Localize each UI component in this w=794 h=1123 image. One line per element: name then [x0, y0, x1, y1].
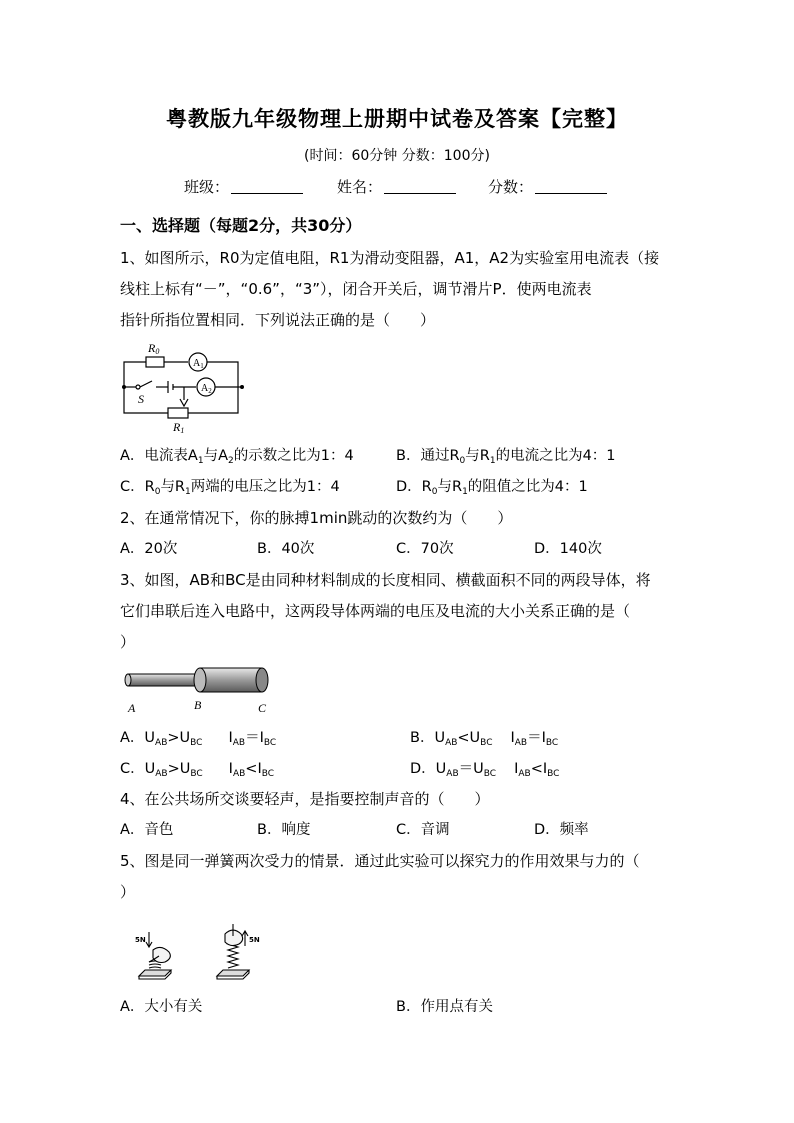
- score-field: [488, 176, 607, 197]
- q2-option-d[interactable]: D．140次: [534, 541, 602, 557]
- q3-line1: 3、如图，AB和BC是由同种材料制成的长度相同、横截面积不同的两段导体，将: [120, 571, 651, 589]
- class-blank[interactable]: [231, 179, 303, 194]
- q3-conductor-figure: [120, 662, 275, 717]
- exam-meta: (时间：60分钟 分数：100分): [304, 148, 490, 164]
- score-blank[interactable]: [535, 179, 607, 194]
- q3-option-b[interactable]: B．$U_{AB}<U_{BC}$ $I_{AB}=I_{BC}$: [410, 730, 559, 748]
- q3-option-a[interactable]: A．$U_{AB}>U_{BC}$ $I_{AB}=I_{BC}$: [120, 730, 277, 748]
- q4-option-d[interactable]: D．频率: [534, 822, 589, 838]
- r1-label: R1: [173, 420, 185, 433]
- q3-option-c[interactable]: C．$U_{AB}>U_{BC}$ $I_{AB}<I_{BC}$: [120, 761, 275, 779]
- q5-line2: ）: [120, 883, 136, 901]
- point-b-label: B: [194, 698, 202, 712]
- score-label: 分数：: [488, 178, 534, 196]
- q1-option-a[interactable]: A．电流表$A_1$与$A_2$的示数之比为1：4: [120, 448, 354, 466]
- q1-line2: 线柱上标有“－”，“0.6”，“3”），闭合开关后，调节滑片P．使两电流表: [120, 280, 592, 298]
- q5-spring-figure: [135, 924, 270, 984]
- section-heading: 一、选择题（每题2分，共30分）: [120, 216, 362, 235]
- switch-label: S: [138, 392, 144, 406]
- q5-line1: 5、图是同一弹簧两次受力的情景．通过此实验可以探究力的作用效果与力的（: [120, 852, 640, 870]
- q5-option-a[interactable]: A．大小有关: [120, 999, 203, 1015]
- a1-meter-label: $A_1$: [193, 358, 204, 370]
- q2-option-b[interactable]: B．40次: [257, 541, 315, 557]
- q2-stem: 2、在通常情况下，你的脉搏1min跳动的次数约为（ ）: [120, 509, 513, 527]
- q1-option-d[interactable]: D．$R_0$与$R_1$的阻值之比为4：1: [396, 479, 588, 497]
- force-label-left: 5N: [135, 936, 146, 944]
- q2-option-a[interactable]: A．20次: [120, 541, 178, 557]
- force-label-right: 5N: [249, 936, 260, 944]
- q3-line2: 它们串联后连入电路中，这两段导体两端的电压及电流的大小关系正确的是（: [120, 602, 631, 620]
- point-c-label: C: [258, 701, 267, 715]
- q1-option-b[interactable]: B．通过$R_0$与$R_1$的电流之比为4：1: [396, 448, 616, 466]
- q1-option-c[interactable]: C．$R_0$与$R_1$两端的电压之比为1：4: [120, 479, 340, 497]
- class-label: 班级：: [184, 178, 230, 196]
- q2-option-c[interactable]: C．70次: [396, 541, 454, 557]
- q1-line3: 指针所指位置相同．下列说法正确的是（ ）: [120, 311, 436, 329]
- q4-stem: 4、在公共场所交谈要轻声，是指要控制声音的（ ）: [120, 790, 490, 808]
- name-label: 姓名：: [337, 178, 383, 196]
- name-blank[interactable]: [384, 179, 456, 194]
- q1-circuit-diagram: [118, 338, 253, 433]
- q5-option-b[interactable]: B．作用点有关: [396, 999, 493, 1015]
- r0-label: R0: [148, 341, 160, 356]
- q4-option-c[interactable]: C．音调: [396, 822, 450, 838]
- a2-meter-label: $A_2$: [201, 383, 212, 395]
- class-field: [184, 176, 303, 197]
- name-field: [337, 176, 456, 197]
- q4-option-a[interactable]: A．音色: [120, 822, 174, 838]
- page-title: 粤教版九年级物理上册期中试卷及答案【完整】: [166, 107, 628, 131]
- q3-line3: ）: [120, 633, 136, 651]
- q1-line1: 1、如图所示，R0为定值电阻，R1为滑动变阻器，A1，A2为实验室用电流表（接: [120, 249, 660, 267]
- q4-option-b[interactable]: B．响度: [257, 822, 311, 838]
- q3-option-d[interactable]: D．$U_{AB}=U_{BC}$ $I_{AB}<I_{BC}$: [410, 761, 560, 779]
- point-a-label: A: [128, 701, 136, 715]
